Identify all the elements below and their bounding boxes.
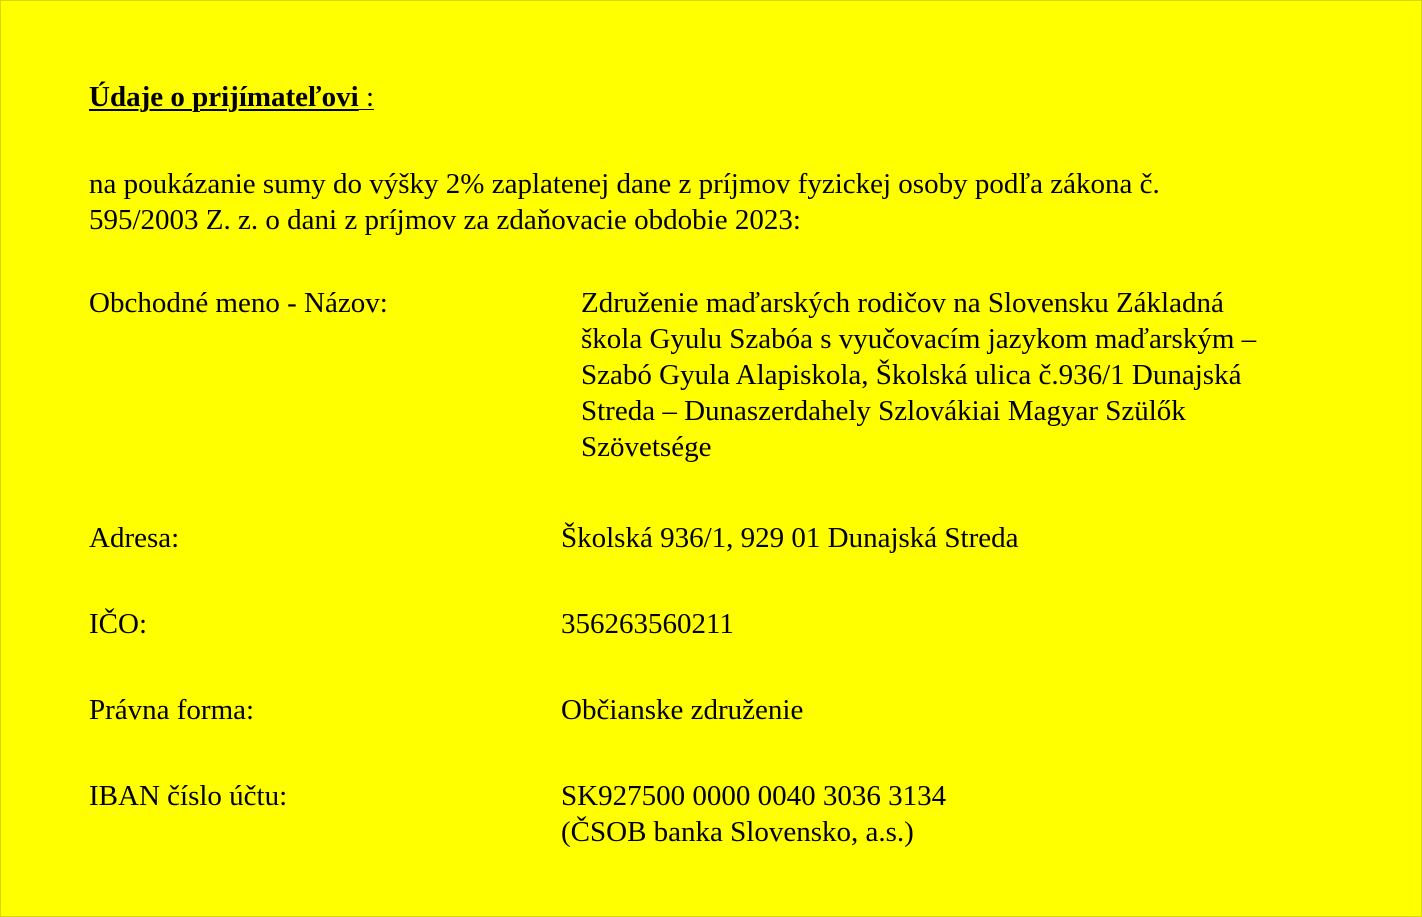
name-value-line: Streda – Dunaszerdahely Szlovákiai Magyar Szülők [581,395,1186,427]
intro-line: 595/2003 Z. z. o dani z príjmov za zdaňovacie obdobie 2023: [89,204,801,236]
iban-number: SK927500 0000 0040 3036 3134 [561,780,947,812]
legal-form-label: Právna forma: [89,694,255,726]
name-value-line: škola Gyulu Szabóa s vyučovacím jazykom maďarským – [581,323,1257,355]
address-label: Adresa: [89,522,180,554]
heading-title: Údaje o prijímateľovi [89,81,359,113]
name-label: Obchodné meno - Názov: [89,287,388,319]
recipient-heading [89,79,374,115]
bank-name: (ČSOB banka Slovensko, a.s.) [561,816,914,848]
legal-form-value-text: Občianske združenie [561,694,804,726]
name-value-line: Združenie maďarských rodičov na Slovensku Základná [581,287,1224,319]
ico-value [561,606,734,642]
address-value [561,520,1019,556]
intro-line: na poukázanie sumy do výšky 2% zaplatenej dane z príjmov fyzickej osoby podľa zákona č. [89,168,1160,200]
iban-label: IBAN číslo účtu: [89,780,288,812]
name-value-line: Szövetsége [581,431,712,463]
iban-value [561,778,946,850]
heading-colon: : [358,81,375,113]
legal-form-value [561,692,803,728]
intro-paragraph [89,166,1349,238]
ico-label: IČO: [89,608,147,640]
name-value-line: Szabó Gyula Alapiskola, Školská ulica č.936/1 Dunajská [581,359,1242,391]
address-value-text: Školská 936/1, 929 01 Dunajská Streda [561,522,1019,554]
name-value [581,285,1256,465]
ico-value-text: 356263560211 [561,608,734,640]
